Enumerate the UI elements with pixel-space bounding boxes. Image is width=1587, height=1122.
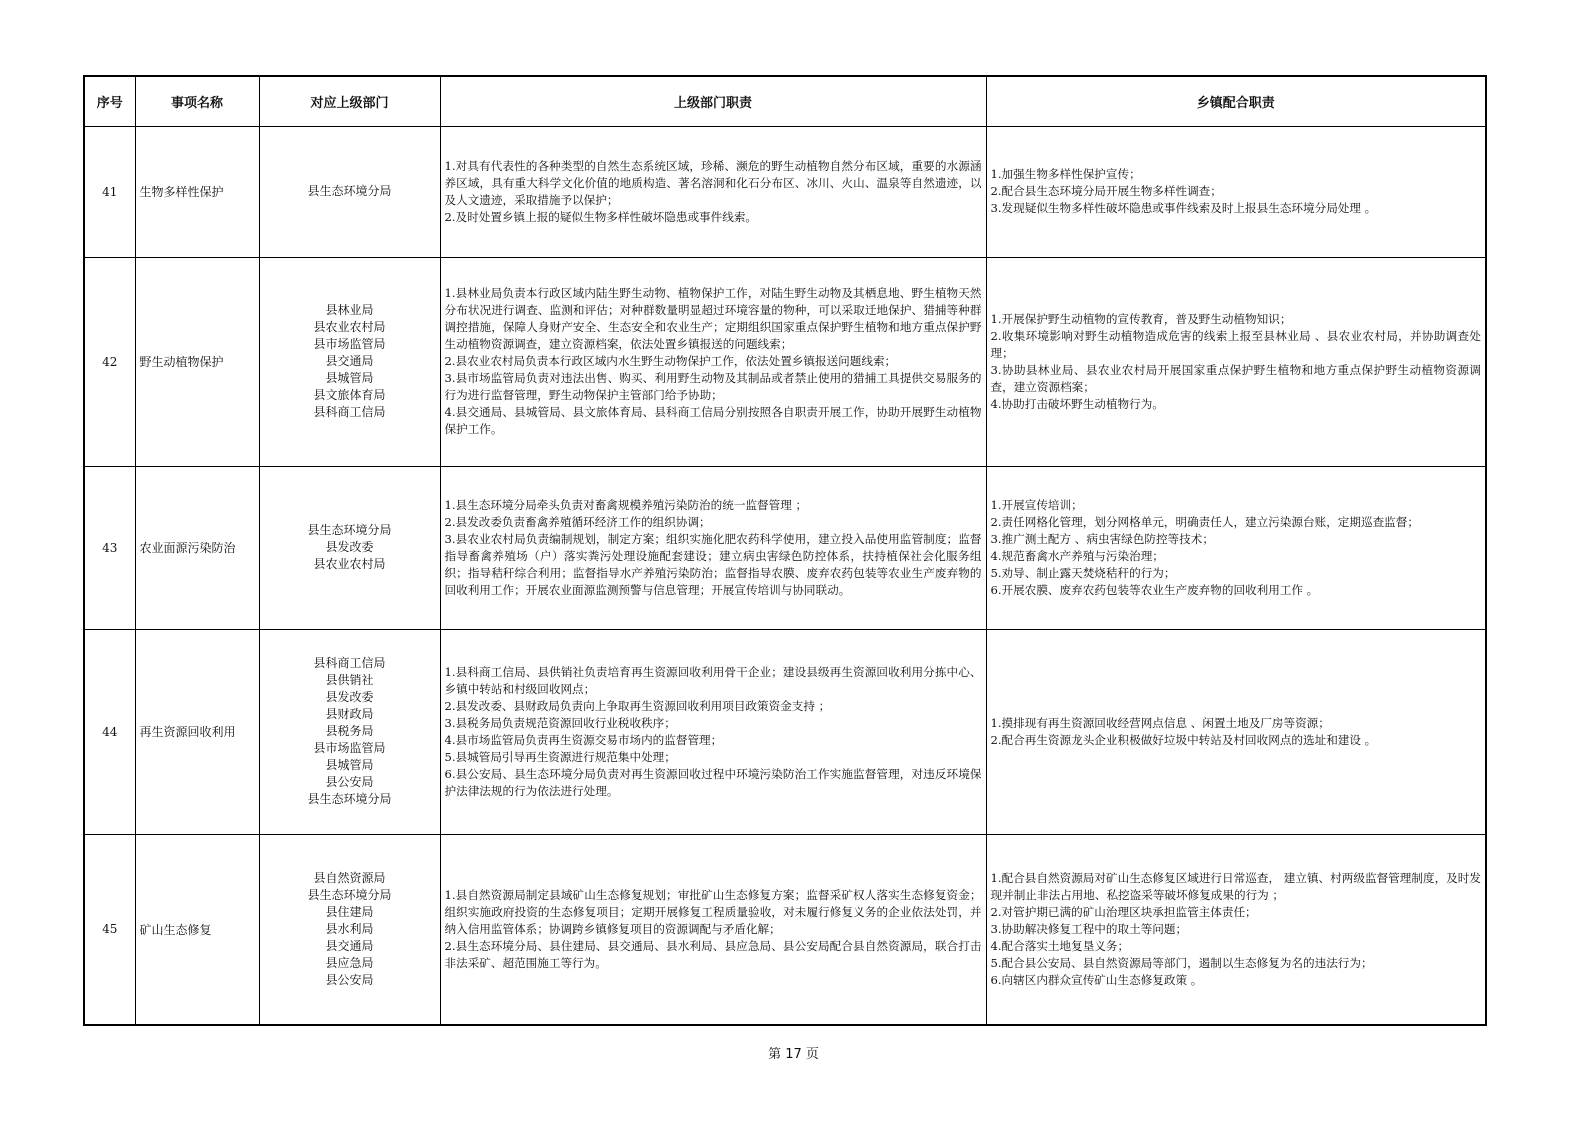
dept-item: 县公安局 [325, 972, 374, 987]
town-duty [986, 834, 1486, 1025]
upper-duty [440, 834, 986, 1025]
duty-line: 1.开展宣传培训； [990, 497, 1083, 512]
upper-duty [440, 466, 986, 629]
item-name: 野生动植物保护 [135, 257, 259, 466]
duty-line: 2.县生态环境分局、县住建局、县交通局、县水利局、县应急局、县公安局配合县自然资源局，联合打击非法采矿、超范围施工等行为。 [444, 938, 982, 970]
duty-line: 5.劝导、制止露天焚烧秸秆的行为； [990, 565, 1176, 580]
dept-item: 县发改委 [325, 690, 374, 704]
dept-item: 县市场监管局 [313, 337, 386, 351]
header-item: 事项名称 [135, 76, 259, 126]
town-duty [986, 126, 1486, 257]
duty-line: 2.责任网格化管理，划分网格单元，明确责任人，建立污染源台账，定期巡查监督； [990, 514, 1419, 529]
row-number: 41 [84, 126, 135, 257]
row-number: 43 [84, 466, 135, 629]
dept-item: 县住建局 [325, 904, 374, 919]
town-duty [986, 466, 1486, 629]
item-name: 生物多样性保护 [135, 126, 259, 257]
dept-list [259, 466, 440, 629]
duty-line: 1.配合县自然资源局对矿山生态修复区域进行日常巡查， 建立镇、村两级监督管理制度，及时发现并制止非法占用地、私挖盗采等破坏修复成果的行为 ； [990, 870, 1481, 902]
header-upper-duty: 上级部门职责 [440, 76, 986, 126]
item-name: 农业面源污染防治 [135, 466, 259, 629]
dept-item: 县税务局 [325, 724, 374, 738]
dept-item: 县生态环境分局 [307, 184, 392, 198]
dept-item: 县发改委 [325, 540, 374, 554]
duty-line: 2.配合县生态环境分局开展生物多样性调查； [990, 184, 1222, 198]
dept-list [259, 834, 440, 1025]
header-town-duty: 乡镇配合职责 [986, 76, 1486, 126]
duty-line: 2.县发改委、县财政局负责向上争取再生资源回收利用项目政策资金支持 ； [444, 698, 831, 713]
upper-duty [440, 126, 986, 257]
dept-item: 县文旅体育局 [313, 388, 386, 402]
town-duty [986, 257, 1486, 466]
dept-item: 县城管局 [325, 758, 374, 772]
dept-item: 县城管局 [325, 371, 374, 385]
duty-line: 4.县交通局、县城管局、县文旅体育局、县科商工信局分别按照各自职责开展工作，协助开展野生动植物保护工作。 [444, 405, 982, 436]
dept-item: 县交通局 [325, 938, 374, 953]
duty-line: 1.摸排现有再生资源回收经营网点信息 、闲置土地及厂房等资源； [990, 715, 1330, 730]
duty-line: 4.配合落实土地复垦义务； [990, 938, 1130, 953]
dept-item: 县农业农村局 [313, 557, 386, 571]
duty-line: 3.县农业农村局负责编制规划，制定方案；组织实施化肥农药科学使用，建立投入品使用监管制度；监督指导畜禽养殖场（户）落实粪污处理设施配套建设；建立病虫害绿色防控体系，扶持植保社会化服务组织；指导秸秆综合利用；监督指导水产养殖污染防治；监督指导农膜、废弃农药包装等农业生产废弃物的回收利用工作；开展农业面源监测预警与信息管理；开展宣传培训与协同联动。 [444, 531, 982, 597]
dept-list [259, 126, 440, 257]
duty-line: 3.县市场监管局负责对违法出售、购买、利用野生动物及其制品或者禁止使用的猎捕工具提供交易服务的行为进行监督管理，野生动物保护主管部门给予协助； [444, 371, 982, 402]
dept-item: 县供销社 [325, 673, 374, 687]
dept-item: 县交通局 [325, 354, 374, 368]
duty-line: 1.县林业局负责本行政区域内陆生野生动物、植物保护工作，对陆生野生动物及其栖息地、野生植物天然分布状况进行调查、监测和评估；对种群数量明显超过环境容量的物种，可以采取迁地保护、猎捕等种群调控措施，保障人身财产安全、生态安全和农业生产；定期组织国家重点保护野生植物和地方重点保护野生动植物资源调查，建立资源档案，依法处置乡镇报送的问题线索； [444, 286, 982, 351]
duty-line: 2.县农业农村局负责本行政区域内水生野生动物保护工作，依法处置乡镇报送问题线索； [444, 354, 897, 368]
duty-line: 3.发现疑似生物多样性破坏隐患或事件线索及时上报县生态环境分局处理 。 [990, 201, 1377, 215]
row-number: 44 [84, 629, 135, 834]
duty-line: 3.县税务局负责规范资源回收行业税收秩序； [444, 715, 676, 730]
dept-item: 县生态环境分局 [307, 792, 392, 806]
header-no: 序号 [84, 76, 135, 126]
duty-line: 1.县自然资源局制定县域矿山生态修复规划；审批矿山生态修复方案；监督采矿权人落实生态修复资金；组织实施政府投资的生态修复项目；定期开展修复工程质量验收，对未履行修复义务的企业依法处罚，并纳入信用监管体系；协调跨乡镇修复项目的资源调配与矛盾化解； [444, 887, 982, 936]
table-row [84, 126, 1486, 257]
duty-line: 3.协助解决修复工程中的取土等问题； [990, 921, 1188, 936]
duty-line: 2.收集环境影响对野生动植物造成危害的线索上报至县林业局 、县农业农村局，并协助调查处理； [990, 328, 1481, 360]
dept-item: 县生态环境分局 [307, 887, 392, 902]
duty-line: 1.对具有代表性的各种类型的自然生态系统区域，珍稀、濒危的野生动植物自然分布区域，重要的水源涵养区域，具有重大科学文化价值的地质构造、著名溶洞和化石分布区、冰川、火山、温泉等自然遗迹，以及人文遗迹，采取措施予以保护； [444, 158, 982, 207]
dept-list [259, 257, 440, 466]
duty-line: 6.县公安局、县生态环境分局负责对再生资源回收过程中环境污染防治工作实施监督管理，对违反环境保护法律法规的行为依法进行处理。 [444, 766, 982, 798]
table-row [84, 834, 1486, 1025]
dept-item: 县农业农村局 [313, 320, 386, 334]
dept-item: 县应急局 [325, 955, 374, 970]
table-header-row [84, 76, 1486, 126]
dept-item: 县公安局 [325, 775, 374, 789]
duty-line: 5.配合县公安局、县自然资源局等部门，遏制以生态修复为名的违法行为； [990, 955, 1373, 970]
duty-line: 3.推广测土配方 、病虫害绿色防控等技术； [990, 531, 1214, 546]
duty-line: 2.及时处置乡镇上报的疑似生物多样性破坏隐患或事件线索。 [444, 209, 758, 224]
dept-list [259, 629, 440, 834]
duty-line: 5.县城管局引导再生资源进行规范集中处理； [444, 749, 676, 764]
duty-line: 4.规范畜禽水产养殖与污染治理； [990, 548, 1164, 563]
upper-duty [440, 629, 986, 834]
duty-line: 2.县发改委负责畜禽养殖循环经济工作的组织协调； [444, 514, 711, 529]
item-name: 再生资源回收利用 [135, 629, 259, 834]
table-row [84, 466, 1486, 629]
dept-item: 县生态环境分局 [307, 523, 392, 537]
duty-line: 1.县科商工信局、县供销社负责培育再生资源回收利用骨干企业；建设县级再生资源回收利用分拣中心、乡镇中转站和村级回收网点； [444, 664, 982, 696]
duty-line: 4.协助打击破坏野生动植物行为。 [990, 396, 1164, 411]
duty-line: 6.向辖区内群众宣传矿山生态修复政策 。 [990, 972, 1203, 987]
dept-item: 县科商工信局 [313, 405, 386, 419]
table-row [84, 257, 1486, 466]
duty-line: 1.开展保护野生动植物的宣传教育，普及野生动植物知识； [990, 311, 1292, 326]
dept-item: 县林业局 [325, 303, 374, 317]
duty-table [83, 75, 1487, 1026]
dept-item: 县财政局 [325, 707, 374, 721]
page-number: 第 17 页 [768, 1047, 819, 1062]
duty-line: 1.县生态环境分局牵头负责对畜禽规模养殖污染防治的统一监督管理 ； [444, 497, 808, 512]
duty-line: 4.县市场监管局负责再生资源交易市场内的监督管理； [444, 732, 723, 747]
dept-item: 县水利局 [325, 921, 374, 936]
upper-duty [440, 257, 986, 466]
table-row [84, 629, 1486, 834]
duty-line: 1.加强生物多样性保护宣传； [990, 167, 1141, 181]
duty-line: 3.协助县林业局、县农业农村局开展国家重点保护野生植物和地方重点保护野生动植物资源调查，建立资源档案； [990, 362, 1481, 394]
duty-line: 2.配合再生资源龙头企业积极做好垃圾中转站及村回收网点的选址和建设 。 [990, 732, 1377, 747]
row-number: 42 [84, 257, 135, 466]
dept-item: 县市场监管局 [313, 741, 386, 755]
header-dept: 对应上级部门 [259, 76, 440, 126]
item-name: 矿山生态修复 [135, 834, 259, 1025]
duty-line: 2.对管护期已满的矿山治理区块承担监管主体责任； [990, 904, 1257, 919]
town-duty [986, 629, 1486, 834]
dept-item: 县自然资源局 [313, 870, 386, 885]
duty-line: 6.开展农膜、废弃农药包装等农业生产废弃物的回收利用工作 。 [990, 582, 1319, 597]
dept-item: 县科商工信局 [313, 656, 386, 670]
row-number: 45 [84, 834, 135, 1025]
